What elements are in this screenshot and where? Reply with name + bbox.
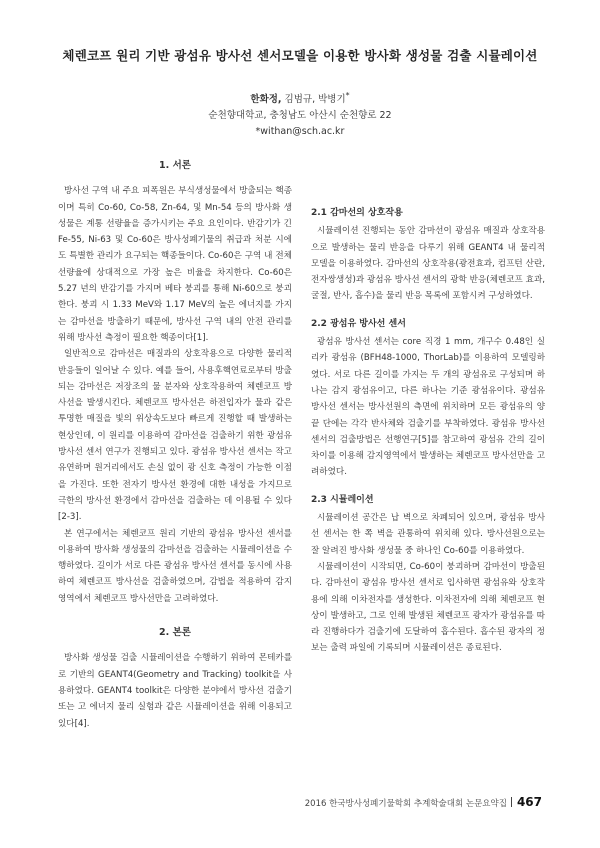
intro-paragraph-3: 본 연구에서는 체렌코프 원리 기반의 광섬유 방사선 센서를 이용하여 방사화 생성물의 감마선을 검출하는 시뮬레이션을 수행하였다. 길이가 서로 다른 광섬유 방사선 센서를 동시에 사용하여 체렌코프 방사선을 검출하였으며, 감법을 적용하여 감지영역에서 체렌코프 방사선만을 고려하였다. (58, 528, 292, 604)
left-column (58, 158, 292, 729)
affiliation: 순천향대학교, 충청남도 아산시 순천향로 22 (208, 110, 392, 122)
corresponding-mark: * (345, 91, 350, 100)
footer-divider (511, 797, 512, 807)
section-2-3-heading: 2.3 시뮬레이션 (311, 494, 374, 505)
section-2-1-heading: 2.1 감마선의 상호작용 (311, 208, 403, 218)
intro-paragraph-1: 방사선 구역 내 주요 피폭원은 부식생성물에서 방출되는 핵종이며 특히 Co-60, Co-58, Zn-64, 및 Mn-54 등의 방사화 생성물은 계통 선량율을 증가시키는 주요 요인이다. 반감기가 긴 Fe-55, Ni-63 및 Co-60은 방사성폐기물의 취급과 처분 시에도 특별한 관리가 요구되는 핵종들이다. Co-60은 구역 내 전체 선량율에 상대적으로 가장 높은 비율을 차지한다. Co-60은 5.27 년의 반감기를 가지며 베타 붕괴를 통해 Ni-60으로 붕괴한다. 붕괴 시 1.33 MeV와 1.17 MeV의 높은 에너지를 가지는 감마선을 방출하기 때문에, 방사선 구역 내의 안전 관리를 위해 방사선 측정이 필요한 핵종이다[1]. (58, 186, 292, 343)
page-number: 467 (516, 795, 542, 809)
page-footer (305, 795, 542, 809)
section-2-1-paragraph: 시뮬레이션 진행되는 동안 감마선이 광섬유 매질과 상호작용으로 발생하는 물리 반응을 다루기 위해 GEANT4 내 물리적 모델을 이용하였다. 감마선의 상호작용(광전효과, 컴프턴 산란, 전자쌍생성)과 광섬유 방사선 센서의 광학 반응(체렌코프 효과, 굴절, 반사, 흡수)을 물리 반응 목록에 포함시켜 구성하였다. (311, 226, 545, 302)
section-2-3-paragraph-2: 시뮬레이션이 시작되면, Co-60이 붕괴하며 감마선이 방출된다. 감마선이 광섬유 방사선 센서로 입사하면 광섬유와 상호작용에 의해 이차전자를 생성한다. 이차전자에 의해 체렌코프 현상이 발생하고, 그로 인해 발생된 체렌코프 광자가 광섬유를 따라 진행하다가 검출기에 도달하여 흡수된다. 흡수된 광자의 정보는 출력 파일에 기록되며 시뮬레이션은 종료된다. (311, 561, 545, 654)
footer-text: 2016 한국방사성폐기물학회 추계학술대회 논문요약집 (304, 799, 507, 809)
intro-paragraph-2: 일반적으로 감마선은 매질과의 상호작용으로 다양한 물리적 반응들이 일어날 수 있다. 예를 들어, 사용후핵연료로부터 방출되는 감마선은 저장조의 물 분자와 상호작용하여 체렌코프 방사선을 발생시킨다. 체렌코프 방사선은 하전입자가 물과 같은 투명한 매질을 빛의 위상속도보다 빠르게 진행할 때 발생하는 현상인데, 이 원리를 이용하여 감마선을 검출하기 위한 광섬유 방사선 센서 연구가 진행되고 있다. 광섬유 방사선 센서는 작고 유연하며 원거리에서도 손실 없이 광 신호 측정이 가능한 이점을 가진다. 또한 전자기 방사선 환경에 대한 내성을 가지므로 극한의 방사선 환경에서 감마선을 검출하는 데 이용될 수 있다[2-3]. (58, 349, 292, 523)
author-block (0, 88, 600, 140)
main-author: 한화정, (250, 94, 282, 106)
body-paragraph-1: 방사화 생성물 검출 시뮬레이션을 수행하기 위하여 몬테카를로 기반의 GEANT4(Geometry and Tracking) toolkit을 사용하였다. GEANT4 toolkit은 다양한 분야에서 방사선 검출기 또는 고 에너지 물리 실험과 같은 시뮬레이션을 위해 이용되고 있다[4]. (58, 653, 292, 729)
paper-title: 체렌코프 원리 기반 광섬유 방사선 센서모델을 이용한 방사화 생성물 검출 시뮬레이션 (62, 48, 538, 63)
author-names (0, 88, 600, 108)
body-heading: 2. 본론 (159, 627, 191, 639)
section-2-2-paragraph: 광섬유 방사선 센서는 core 직경 1 mm, 개구수 0.48인 실리카 광섬유 (BFH48-1000, ThorLab)를 이용하여 모델링하였다. 서로 다른 길이를 가지는 두 개의 광섬유로 구성되며 하나는 감지 광섬유이고, 다른 하나는 기준 광섬유이다. 광섬유 방사선 센서는 방사선원의 측면에 위치하며 모든 광섬유의 양 끝 단에는 각각 반사체와 검출기를 부착하였다. 광섬유 방사선 센서의 검출방법은 선행연구[5]를 참고하여 광섬유 간의 길이 차이를 이용해 감지영역에서 발생하는 체렌코프 방사선만을 고려하였다. (311, 337, 545, 478)
right-column (311, 161, 545, 657)
section-2-3-paragraph-1: 시뮬레이션 공간은 납 벽으로 차폐되어 있으며, 광섬유 방사선 센서는 한 쪽 벽을 관통하여 위치해 있다. 방사선원으로는 잘 알려진 방사화 생성물 중 하나인 Co-60를 이용하였다. (311, 513, 545, 556)
email: *withan@sch.ac.kr (255, 126, 345, 138)
intro-heading: 1. 서론 (159, 160, 191, 171)
co-authors: 김범규, 박병기 (281, 94, 346, 106)
section-2-2-heading: 2.2 광섬유 방사선 센서 (311, 318, 406, 329)
